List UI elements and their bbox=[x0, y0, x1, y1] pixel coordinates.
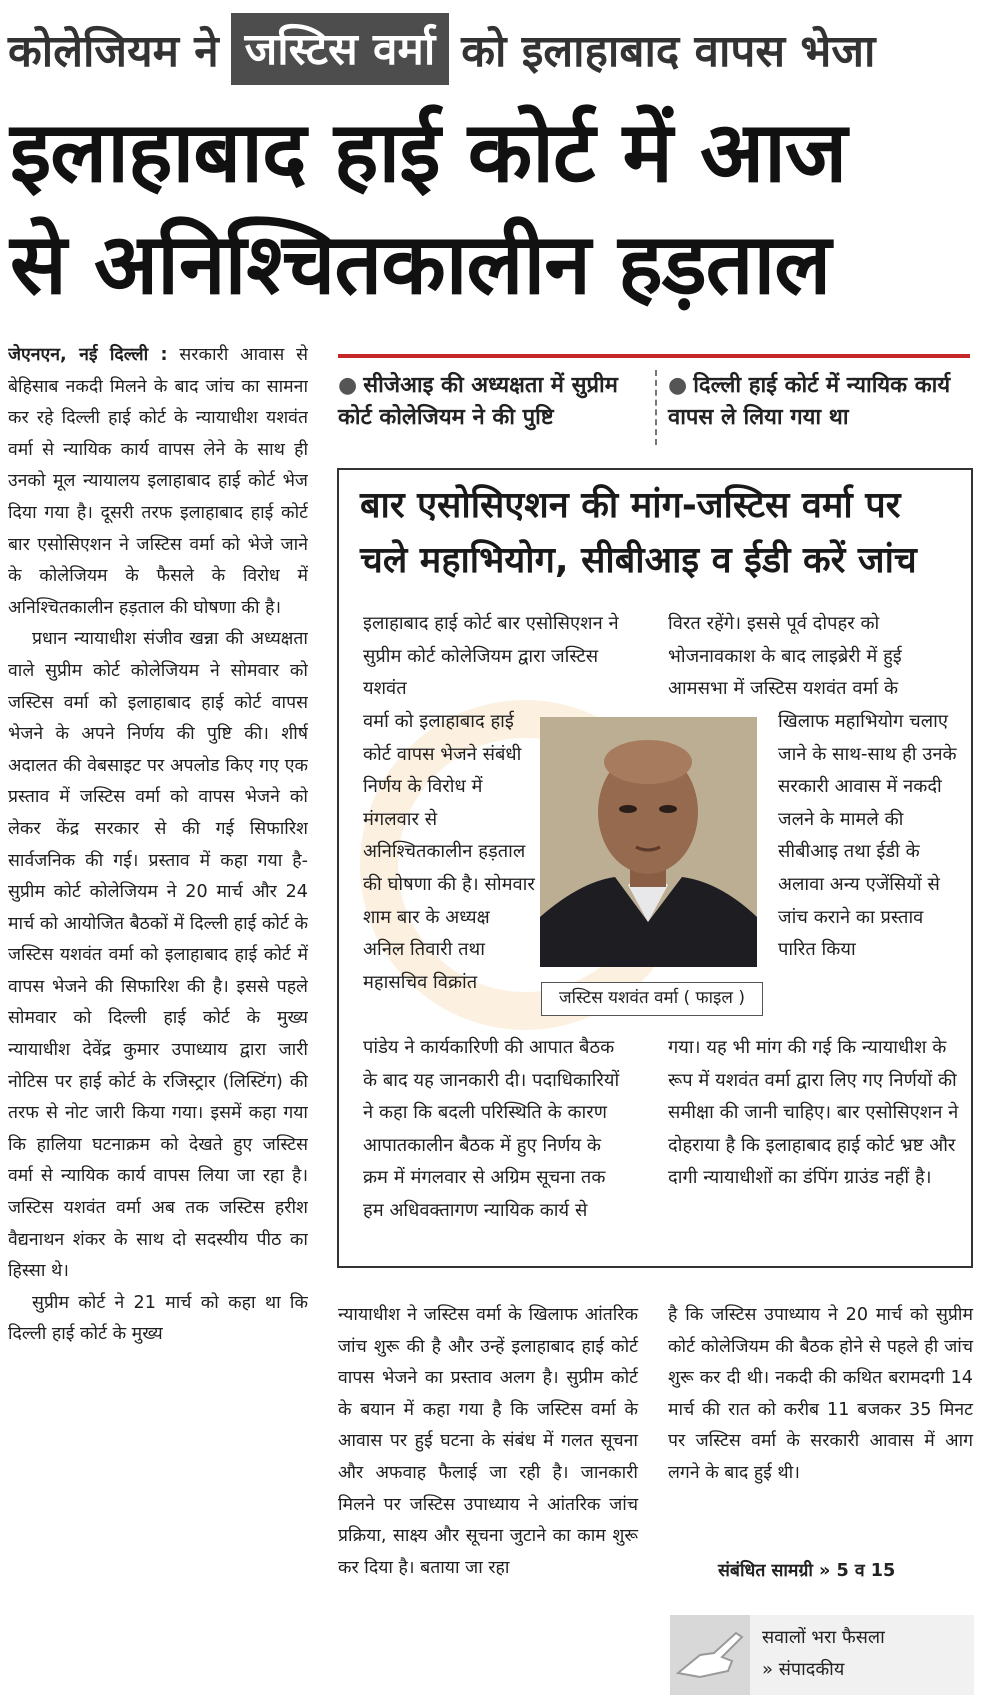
box-left-bottom-text: पांडेय ने कार्यकारिणी की आपात बैठक के बाद यह जानकारी दी। पदाधिकारियों ने कहा कि बदली परिस्थिति के कारण आपातकालीन बैठक में हुए निर्णय के क्रम में मंगलवार से अग्रिम सूचना तक हम अधिवक्तागण न्यायिक कार्य से bbox=[363, 1037, 620, 1221]
left-column bbox=[8, 340, 308, 1698]
box-right-narrow bbox=[778, 706, 964, 967]
photo-caption: जस्टिस यशवंत वर्मा ( फाइल ) bbox=[541, 982, 763, 1016]
box-left-narrow-text: वर्मा को इलाहाबाद हाई कोर्ट वापस भेजने संबंधी निर्णय के विरोध में मंगलवार से अनिश्चितकालीन हड़ताल की घोषणा की है। सोमवार शाम बार के अध्यक्ष अनिल तिवारी तथा महासचिव विक्रांत bbox=[363, 711, 535, 993]
box-right-top-text: विरत रहेंगे। इससे पूर्व दोपहर को भोजनावकाश के बाद लाइब्रेरी में हुई आमसभा में जस्टिस यशवंत वर्मा के bbox=[668, 613, 902, 700]
highlight-2-text: दिल्ली हाई कोर्ट में न्यायिक कार्य वापस ले लिया गया था bbox=[668, 373, 951, 430]
box-heading: बार एसोसिएशन की मांग-जस्टिस वर्मा पर चले महाभियोग, सीबीआइ व ईडी करें जांच bbox=[360, 485, 917, 581]
box-left-narrow bbox=[363, 706, 535, 999]
dateline: जेएनएन, नई दिल्ली : bbox=[8, 345, 168, 365]
portrait-icon bbox=[540, 717, 757, 967]
kicker bbox=[8, 8, 978, 90]
middle-column-text: न्यायाधीश ने जस्टिस वर्मा के खिलाफ आंतरिक जांच शुरू की है और उन्हें इलाहाबाद हाई कोर्ट वापस भेजने का प्रस्ताव अलग है। सुप्रीम कोर्ट के बयान में कहा गया है कि जस्टिस वर्मा के आवास पर हुई घटना के संबंध में गलत सूचना और अफवाह फैलाई जा रही है। जानकारी मिलने पर जस्टिस उपाध्याय ने आंतरिक जांच प्रक्रिया, साक्ष्य और सूचना जुटाने का काम शुरू कर दिया है। बताया जा रहा bbox=[338, 1305, 638, 1578]
right-column bbox=[668, 1300, 973, 1490]
highlight-1-text: सीजेआइ की अध्यक्षता में सुप्रीम कोर्ट कोलेजियम ने की पुष्टि bbox=[338, 373, 618, 430]
box-right-top bbox=[668, 608, 963, 706]
kicker-highlight: जस्टिस वर्मा bbox=[231, 13, 450, 85]
box-left-top-text: इलाहाबाद हाई कोर्ट बार एसोसिएशन ने सुप्रीम कोर्ट कोलेजियम द्वारा जस्टिस यशवंत bbox=[363, 613, 619, 700]
editorial-ref: » संपादकीय bbox=[762, 1659, 845, 1680]
box-right-bottom-text: गया। यह भी मांग की गई कि न्यायाधीश के रूप में यशवंत वर्मा द्वारा लिए गए निर्णयों की समीक्षा की जानी चाहिए। बार एसोसिएशन ने दोहराया है कि इलाहाबाद हाई कोर्ट भ्रष्ट और दागी न्यायाधीशों का डंपिंग ग्राउंड नहीं है। bbox=[668, 1037, 959, 1189]
bullet-icon: ● bbox=[338, 373, 358, 398]
box-left-top bbox=[363, 608, 621, 706]
right-column-text: है कि जस्टिस उपाध्याय ने 20 मार्च को सुप्रीम कोर्ट कोलेजियम की बैठक होने से पहले ही जांच शुरू कर दी थी। नकदी की कथित बरामदगी 14 मार्च की रात को करीब 11 बजकर 35 मिनट पर जस्टिस वर्मा के सरकारी आवास में आग लगने के बाद हुई थी। bbox=[668, 1305, 973, 1483]
highlight-divider bbox=[655, 370, 657, 445]
editorial-teaser[interactable] bbox=[670, 1615, 974, 1695]
pointing-hand-icon bbox=[670, 1615, 750, 1695]
bullet-icon: ● bbox=[668, 373, 688, 398]
red-rule bbox=[338, 354, 970, 358]
highlight-2 bbox=[668, 370, 973, 434]
left-paragraph-1: सरकारी आवास से बेहिसाब नकदी मिलने के बाद जांच का सामना कर रहे दिल्ली हाई कोर्ट के न्यायाधीश यशवंत वर्मा से न्यायिक कार्य वापस लेने के साथ ही उनको मूल न्यायालय इलाहाबाद हाई कोर्ट भेज दिया गया है। दूसरी तरफ इलाहाबाद हाई कोर्ट बार एसोसिएशन ने जस्टिस वर्मा को भेजे जाने के कोलेजियम के फैसले के विरोध में अनिश्चितकालीन हड़ताल की घोषणा की है। bbox=[8, 345, 308, 618]
box-right-narrow-text: खिलाफ महाभियोग चलाए जाने के साथ-साथ ही उनके सरकारी आवास में नकदी जलने के मामले की सीबीआइ तथा ईडी के अलावा अन्य एजेंसियों से जांच कराने का प्रस्ताव पारित किया bbox=[778, 711, 957, 961]
related-content-ref[interactable]: संबंधित सामग्री » 5 व 15 bbox=[718, 1561, 896, 1581]
middle-column bbox=[338, 1300, 638, 1584]
highlight-1 bbox=[338, 370, 643, 434]
left-paragraph-3: सुप्रीम कोर्ट ने 21 मार्च को कहा था कि दिल्ली हाई कोर्ट के मुख्य bbox=[8, 1292, 308, 1345]
kicker-after: को इलाहाबाद वापस भेजा bbox=[461, 26, 876, 77]
left-paragraph-2: प्रधान न्यायाधीश संजीव खन्ना की अध्यक्षता वाले सुप्रीम कोर्ट कोलेजियम ने सोमवार को जस्टिस वर्मा को इलाहाबाद हाई कोर्ट वापस भेजने के अपने निर्णय की पुष्टि की। शीर्ष अदालत की वेबसाइट पर अपलोड किए गए एक प्रस्ताव में जस्टिस वर्मा को वापस भेजने को लेकर केंद्र सरकार से की गई सिफारिश सार्वजनिक की गई। प्रस्ताव में कहा गया है-सुप्रीम कोर्ट कोलेजियम ने 20 मार्च और 24 मार्च को आयोजित बैठकों में दिल्ली हाई कोर्ट के जस्टिस यशवंत वर्मा को इलाहाबाद हाई कोर्ट में वापस भेजने की सिफारिश की है। इससे पहले सोमवार को दिल्ली हाई कोर्ट के मुख्य न्यायाधीश देवेंद्र कुमार उपाध्याय द्वारा जारी नोटिस पर हाई कोर्ट के रजिस्ट्रार (लिस्टिंग) की तरफ से नोट जारी किया गया। इसमें कहा गया कि हालिया घटनाक्रम को देखते हुए जस्टिस वर्मा से न्यायिक कार्य वापस लिया जा रहा है। जस्टिस यशवंत वर्मा अब तक जस्टिस हरीश वैद्यनाथन शंकर के साथ दो सदस्यीय पीठ का हिस्सा थे। bbox=[8, 629, 308, 1282]
editorial-title: सवालों भरा फैसला bbox=[762, 1627, 885, 1648]
headline-line-1: इलाहाबाद हाई कोर्ट में आज bbox=[10, 103, 847, 201]
justice-photo bbox=[540, 717, 757, 967]
box-left-bottom bbox=[363, 1032, 621, 1228]
headline-line-2: से अनिश्चितकालीन हड़ताल bbox=[10, 215, 831, 313]
kicker-before: कोलेजियम ने bbox=[8, 26, 219, 77]
box-right-bottom bbox=[668, 1032, 963, 1195]
